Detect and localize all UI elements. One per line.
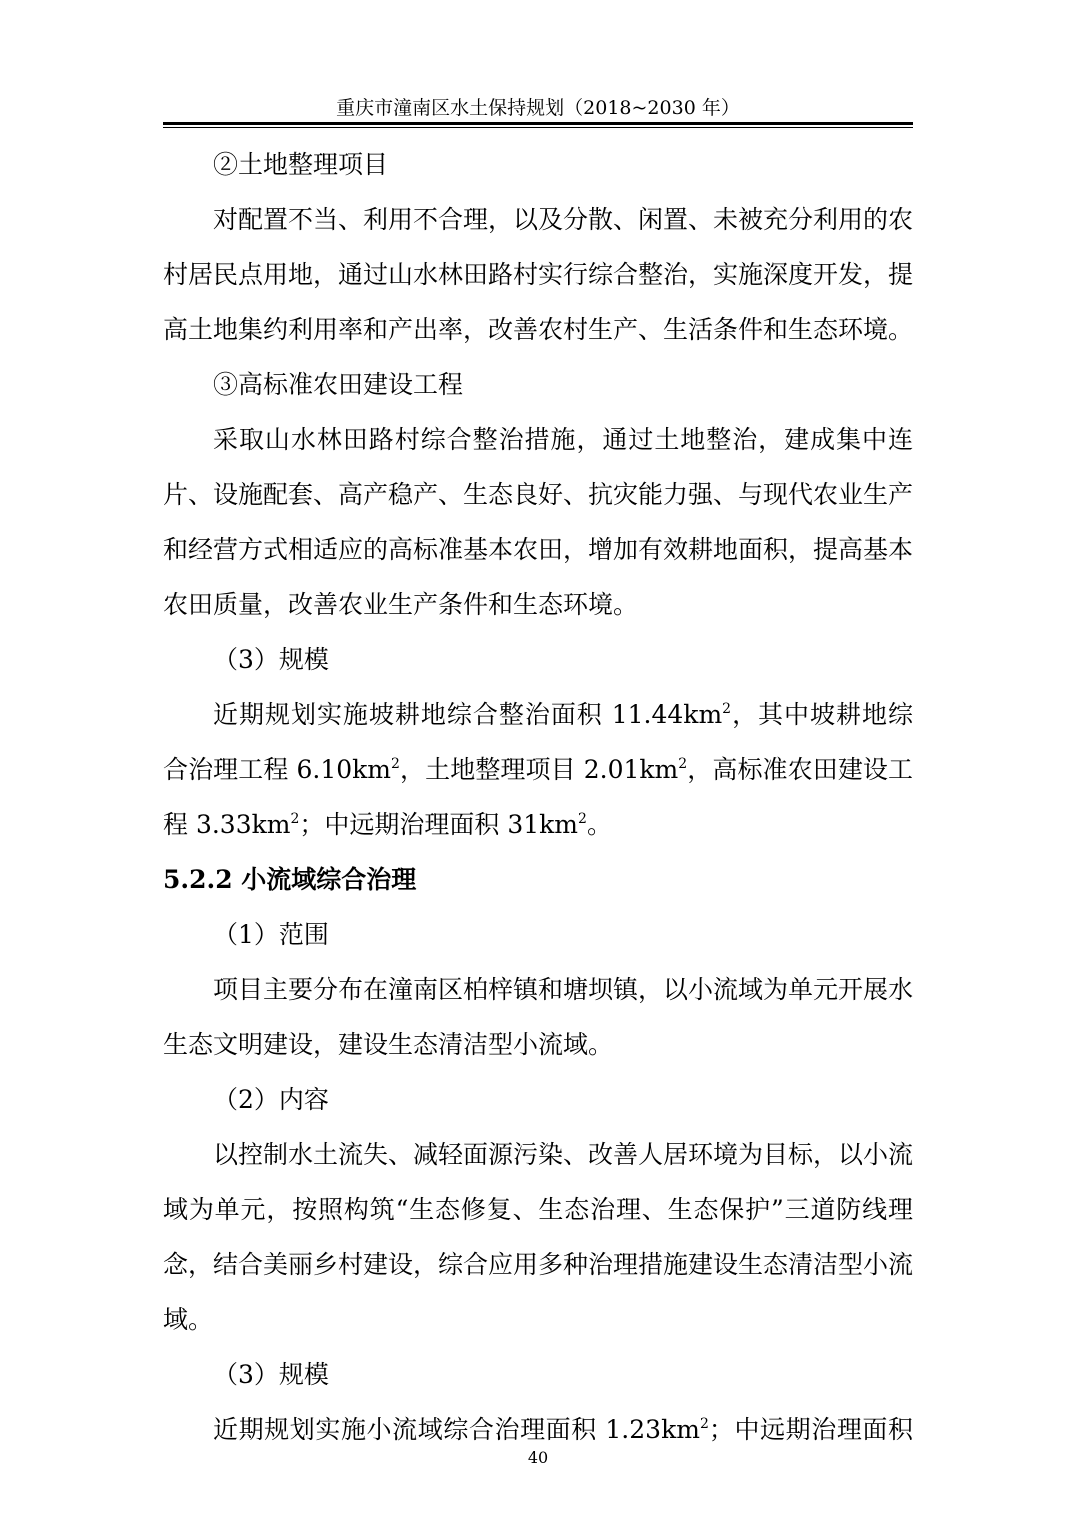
paragraph-scope: 项目主要分布在潼南区柏梓镇和塘坝镇，以小流域为单元开展水生态文明建设，建设生态清洁型小流域。 [163,975,914,1059]
page-number: 40 [527,1448,549,1467]
subheading-scale-1: （3）规模 [213,645,329,674]
scale-2-text-1: 近期规划实施小流域综合治理面积 1.23km [213,1415,700,1444]
superscript-2: 2 [391,756,400,772]
header-rule-thin [163,127,913,128]
superscript-2: 2 [578,811,587,827]
scale-1-text-1: 近期规划实施坡耕地综合整治面积 11.44km [213,700,723,729]
item-land-consolidation-title: ②土地整理项目 [213,150,389,179]
running-header: 重庆市潼南区水土保持规划（2018~2030 年） [336,97,740,119]
paragraph-scale-1 [163,687,913,852]
subheading-content: （2）内容 [213,1085,329,1114]
section-heading-5-2-2: 5.2.2 小流域综合治理 [163,865,417,894]
superscript-2: 2 [699,1416,709,1432]
superscript-2: 2 [678,756,688,772]
item-high-standard-farmland-title: ③高标准农田建设工程 [213,370,464,399]
paragraph-content: 以控制水土流失、减轻面源污染、改善人居环境为目标，以小流域为单元，按照构筑“生态修复、生态治理、生态保护”三道防线理念，结合美丽乡村建设，综合应用多种治理措施建设生态清洁型小流域。 [163,1140,914,1334]
scale-2-text-2: ；中远期治理面积 [708,1415,913,1444]
subheading-scope: （1）范围 [213,920,329,949]
subheading-scale-2: （3）规模 [213,1360,329,1389]
scale-1-text-6: 。 [586,810,612,839]
scale-1-text-5: ；中远期治理面积 31km [299,810,579,839]
scale-1-text-2: ，其中坡耕地综合治理工程 6.10km [163,700,913,784]
scale-1-text-4: ，高标准农田建设工程 3.33km [163,755,913,839]
scale-1-text-3: ，土地整理项目 2.01km [399,755,679,784]
paragraph-high-standard-farmland: 采取山水林田路村综合整治措施，通过土地整治，建成集中连片、设施配套、高产稳产、生态良好、抗灾能力强、与现代农业生产和经营方式相适应的高标准基本农田，增加有效耕地面积，提高基本农田质量，改善农业生产条件和生态环境。 [163,425,914,619]
header-rule-thick [163,122,913,125]
paragraph-land-consolidation: 对配置不当、利用不合理，以及分散、闲置、未被充分利用的农村居民点用地，通过山水林田路村实行综合整治，实施深度开发，提高土地集约利用率和产出率，改善农村生产、生活条件和生态环境。 [163,205,914,344]
superscript-2: 2 [722,701,732,717]
superscript-2: 2 [290,811,300,827]
page-body [163,137,913,1457]
